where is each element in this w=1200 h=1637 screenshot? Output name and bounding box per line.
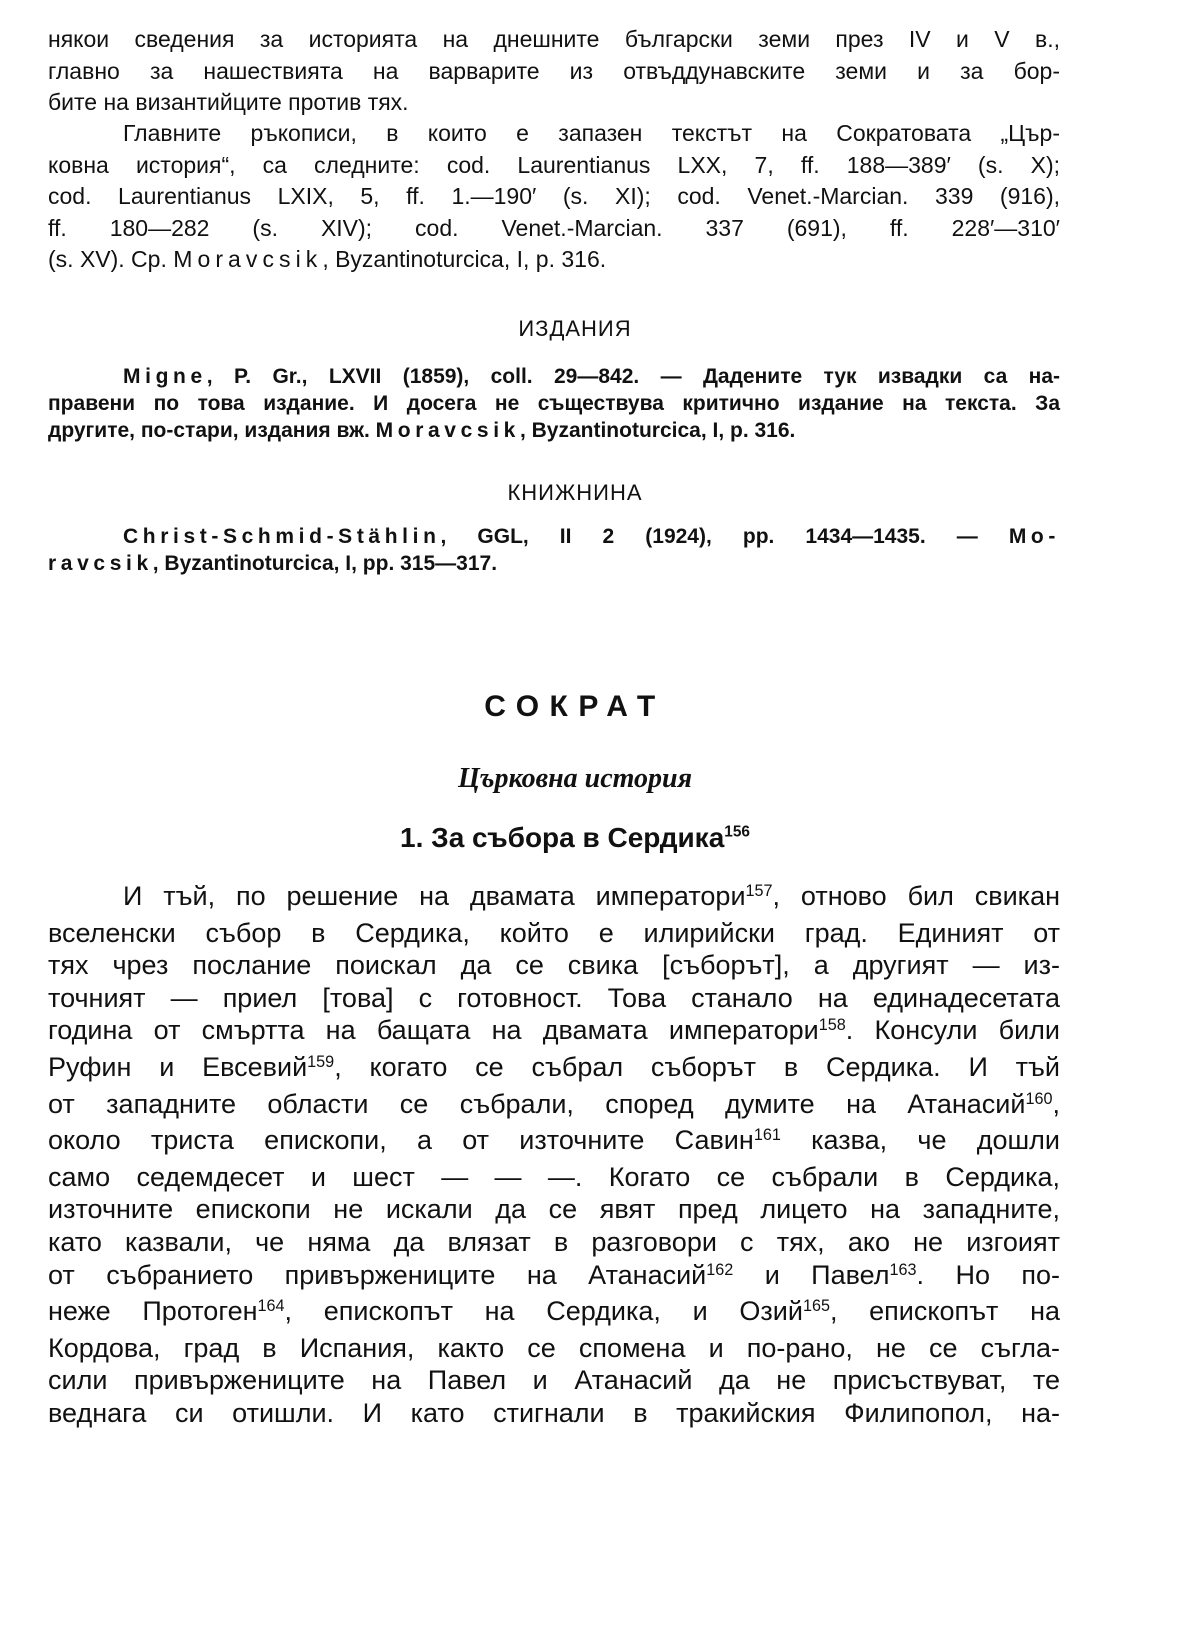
text-segment: И тъй, по решение на двамата императори xyxy=(123,881,746,911)
footnote-ref[interactable]: 157 xyxy=(745,882,773,901)
text-segment: другите, по-стари, издания вж. xyxy=(48,419,376,442)
text-line xyxy=(48,390,1060,417)
text-segment: , епископът на xyxy=(829,1296,1060,1327)
text-line xyxy=(48,213,1060,245)
text-segment: Christ-Schmid-Stählin xyxy=(123,525,441,548)
editions-paragraph xyxy=(48,363,1060,444)
text-segment: от събранието привържениците на Атанасий xyxy=(48,1259,707,1290)
text-line xyxy=(48,949,1060,982)
footnote-ref[interactable]: 158 xyxy=(818,1016,846,1035)
text-line xyxy=(48,982,1060,1015)
text-segment: година от смъртта на бащата на двамата императори xyxy=(48,1015,819,1046)
text-segment: , епископът на Сердика, и Озий xyxy=(284,1296,803,1327)
text-line xyxy=(48,880,1060,917)
text-segment: вселенски събор в Сердика, който е илирийски град. Единият от xyxy=(48,917,1060,948)
text-line xyxy=(48,181,1060,213)
text-line xyxy=(48,1295,1060,1332)
author-title: СОКРАТ xyxy=(484,690,666,723)
chapter-title-text: 1. За събора в Сердика xyxy=(400,822,725,853)
footnote-ref[interactable]: 163 xyxy=(889,1260,917,1279)
text-segment: Главните ръкописи, в които е запазен текстът на Сократовата „Цър- xyxy=(123,120,1060,146)
text-segment: . Консули били xyxy=(845,1015,1060,1046)
chapter-title xyxy=(0,822,1150,854)
text-segment: около триста епископи, а от източните Савин xyxy=(48,1125,754,1156)
text-line xyxy=(48,550,1060,577)
text-segment: , P. Gr., LXVII (1859), coll. 29—842. — Дадените тук извадки са на- xyxy=(206,365,1060,388)
text-line xyxy=(48,1397,1060,1430)
text-segment: Mo- xyxy=(1008,525,1060,548)
text-segment: като казвали, че няма да влязат в разговори с тях, ако не изгоият xyxy=(48,1226,1060,1257)
footnote-ref[interactable]: 159 xyxy=(307,1053,335,1072)
text-segment: някои сведения за историята на днешните български земи през IV и V в., xyxy=(48,26,1060,52)
text-segment: ff. 180—282 (s. XIV); cod. Venet.-Marcian. 337 (691), ff. 228′—310′ xyxy=(48,214,1060,241)
text-line xyxy=(48,56,1060,88)
text-line xyxy=(48,87,1060,119)
text-segment: само седемдесет и шест — — —. Когато се събрали в Сердика, xyxy=(48,1161,1060,1192)
text-line xyxy=(48,917,1060,950)
text-segment: . Но по- xyxy=(916,1259,1061,1290)
text-line xyxy=(48,1051,1060,1088)
text-line xyxy=(48,1364,1060,1397)
text-line xyxy=(48,1124,1060,1161)
text-line xyxy=(48,363,1060,390)
text-line xyxy=(48,1226,1060,1259)
text-segment: Migne xyxy=(123,365,207,388)
text-segment: , GGL, II 2 (1924), pp. 1434—1435. — xyxy=(440,525,1009,548)
text-segment: , Byzantinoturcica, I, p. 316. xyxy=(322,246,607,272)
text-line xyxy=(48,118,1060,150)
text-line xyxy=(48,1088,1060,1125)
footnote-ref[interactable]: 164 xyxy=(257,1297,285,1316)
text-segment: , Byzantinoturcica, I, p. 316. xyxy=(519,419,796,442)
text-segment: правени по това издание. И досега не съществува критично издание на текста. За xyxy=(48,392,1060,415)
text-segment: казва, че дошли xyxy=(780,1125,1060,1156)
text-line xyxy=(48,523,1060,550)
footnote-ref[interactable]: 162 xyxy=(706,1260,734,1279)
text-segment: , Byzantinoturcica, I, pp. 315—317. xyxy=(152,552,498,575)
text-segment: ковна история“, са следните: cod. Laurentianus LXX, 7, ff. 188—389′ (s. X); xyxy=(48,151,1060,178)
text-segment: ravcsik xyxy=(48,552,153,575)
text-segment: Moravcsik xyxy=(173,246,323,272)
text-line xyxy=(48,1193,1060,1226)
text-line xyxy=(48,244,1060,276)
footnote-ref[interactable]: 161 xyxy=(753,1126,781,1145)
text-line xyxy=(48,1332,1060,1365)
text-segment: , отново бил свикан xyxy=(772,881,1060,911)
text-segment: , когато се събрал съборът в Сердика. И тъй xyxy=(334,1051,1060,1082)
footnote-ref[interactable]: 160 xyxy=(1025,1089,1053,1108)
text-segment: cod. Laurentianus LXIX, 5, ff. 1.—190′ (s. XI); cod. Venet.-Marcian. 339 (916), xyxy=(48,183,1060,209)
text-segment: главно за нашествията на варварите из отвъддунавските земи и за бор- xyxy=(48,57,1060,84)
text-segment: , xyxy=(1052,1088,1060,1119)
text-segment: бите на византийците против тях. xyxy=(48,89,409,115)
footnote-ref[interactable]: 156 xyxy=(724,823,750,841)
manuscripts-paragraph xyxy=(48,118,1060,276)
intro-paragraph xyxy=(48,24,1060,119)
text-line xyxy=(48,1014,1060,1051)
text-segment: Moravcsik xyxy=(375,419,520,442)
text-segment: Кордова, град в Испания, както се спомена и по-рано, не се съгла- xyxy=(48,1332,1060,1363)
body-paragraph xyxy=(48,880,1060,1430)
text-segment: сили привържениците на Павел и Атанасий да не присъствуват, те xyxy=(48,1365,1060,1396)
text-line xyxy=(48,1161,1060,1194)
text-segment: веднага си отишли. И като стигнали в тракийския Филипопол, на- xyxy=(48,1397,1060,1428)
text-segment: от западните области се събрали, според думите на Атанасий xyxy=(48,1088,1026,1119)
text-line xyxy=(48,417,1060,444)
literature-paragraph xyxy=(48,523,1060,577)
text-segment: Руфин и Евсевий xyxy=(48,1051,308,1082)
text-line xyxy=(48,1259,1060,1296)
literature-heading: КНИЖНИНА xyxy=(507,480,643,505)
text-line xyxy=(48,150,1060,182)
text-segment: (s. XV). Ср. xyxy=(48,246,174,272)
text-line xyxy=(48,24,1060,56)
work-title: Църковна история xyxy=(457,763,693,794)
text-segment: неже Протоген xyxy=(48,1296,258,1327)
text-segment: тях чрез послание поискал да се свика [съборът], а другият — из- xyxy=(48,950,1060,981)
text-segment: източните епископи не искали да се явят пред лицето на западните, xyxy=(48,1194,1060,1225)
footnote-ref[interactable]: 165 xyxy=(802,1297,830,1316)
text-segment: точният — приел [това] с готовност. Това станало на единадесетата xyxy=(48,982,1060,1013)
text-segment: и Павел xyxy=(733,1259,890,1290)
editions-heading: ИЗДАНИЯ xyxy=(518,316,632,341)
